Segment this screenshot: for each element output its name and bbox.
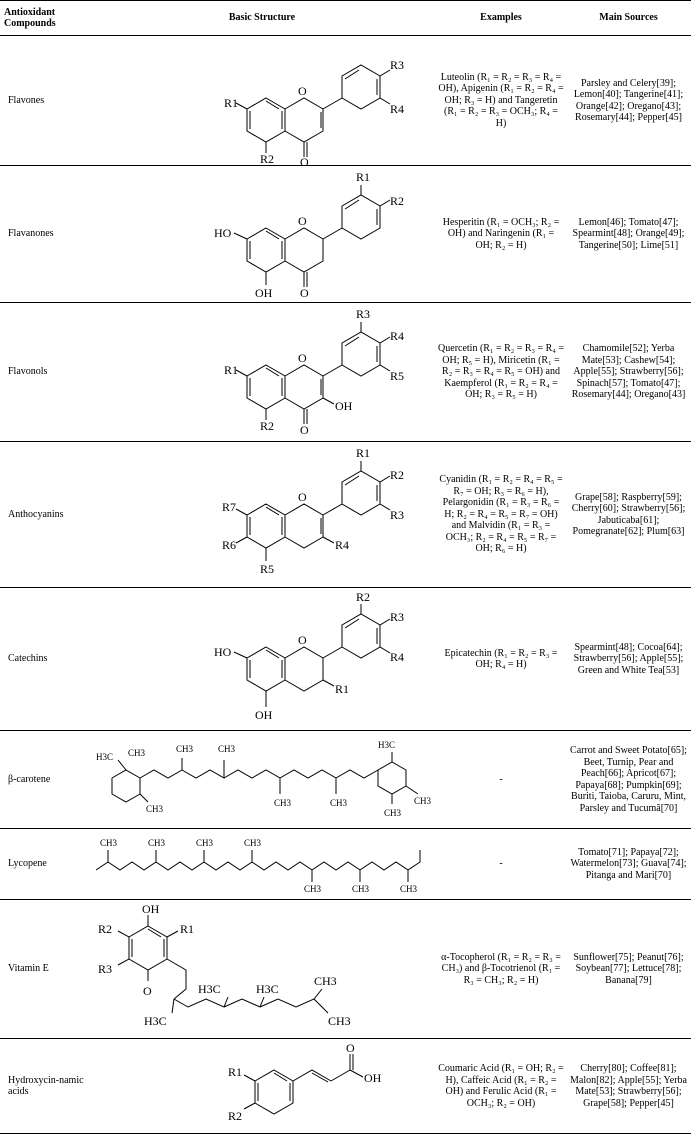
compound-name: Flavonols: [0, 303, 88, 442]
r1-label: R1: [224, 362, 239, 377]
r4-label: R4: [335, 537, 350, 552]
table-row: [0, 166, 691, 303]
flavonol-structure: [88, 304, 436, 441]
r2-label: R2: [228, 1108, 243, 1123]
r7-label: R7: [222, 499, 237, 514]
ch3-label: CH3: [400, 883, 418, 894]
r2-label: R2: [390, 467, 405, 482]
structure-cell: [88, 731, 436, 829]
ch3-label: CH3: [352, 883, 370, 894]
sources-cell: Chamomile[52]; Yerba Mate[53]; Cashew[54]; Apple[55]; Strawberry[56]; Spinach[57]; Tomato[47]; Rosemary[44]; Oregano[43]: [566, 303, 691, 442]
flavone-structure: [88, 37, 436, 165]
ch3-label: CH3: [148, 837, 166, 848]
table-row: [0, 303, 691, 442]
table-row: [0, 900, 691, 1039]
ch3-label: CH3: [330, 797, 348, 808]
h3c-label: H3C: [144, 1013, 167, 1028]
r6-label: R6: [222, 537, 237, 552]
ch3-label: CH3: [328, 1013, 351, 1028]
header-compounds: Antioxidant Compounds: [0, 1, 88, 36]
o-ring-label: O: [143, 983, 152, 998]
table-row: [0, 36, 691, 166]
ch3-label: CH3: [314, 973, 337, 988]
sources-cell: Carrot and Sweet Potato[65]; Beet, Turnip, Pear and Peach[66]; Apricot[67]; Papaya[68]; Pumpkin[69]; Buriti, Taioba, Caruru, Mint, Parsley and Tucumã[70]: [566, 731, 691, 829]
table-row: [0, 442, 691, 588]
ch3-label: CH3: [304, 883, 322, 894]
r3-label: R3: [356, 306, 371, 321]
structure-cell: [88, 442, 436, 588]
h3c-label: H3C: [256, 981, 279, 996]
table-row: [0, 588, 691, 731]
structure-cell: [88, 166, 436, 303]
ch3-label: CH3: [176, 743, 194, 754]
o-keto-label: O: [300, 154, 309, 165]
r3-label: R3: [390, 57, 405, 72]
structure-cell: [88, 303, 436, 442]
ch3-label: CH3: [414, 795, 432, 806]
r4-label: R4: [390, 328, 405, 343]
ch3-label: CH3: [384, 807, 402, 818]
r2-label: R2: [356, 589, 371, 604]
ch3-label: CH3: [218, 743, 236, 754]
oh-label: OH: [255, 707, 273, 722]
r2-label: R2: [390, 193, 405, 208]
compound-name: Catechins: [0, 588, 88, 731]
o-keto-label: O: [300, 422, 309, 437]
compound-name: Vitamin E: [0, 900, 88, 1039]
sources-cell: Cherry[80]; Coffee[81]; Malon[82]; Apple[55]; Yerba Mate[53]; Strawberry[56]; Grape[58]; Pepper[45]: [566, 1039, 691, 1134]
examples-cell: -: [436, 829, 566, 900]
table-row: [0, 731, 691, 829]
r5-label: R5: [260, 561, 275, 576]
lycopene-structure: [88, 830, 436, 899]
sources-cell: Sunflower[75]; Peanut[76]; Soybean[77]; Lettuce[78]; Banana[79]: [566, 900, 691, 1039]
sources-cell: Grape[58]; Raspberry[59]; Cherry[60]; Strawberry[56]; Jabuticaba[61]; Pomegranate[62]; Plum[63]: [566, 442, 691, 588]
o-ring-label: O: [298, 489, 307, 504]
ch3-label: CH3: [196, 837, 214, 848]
r1-label: R1: [224, 95, 239, 110]
structure-cell: [88, 829, 436, 900]
r3-label: R3: [98, 961, 113, 976]
r4-label: R4: [390, 101, 405, 116]
o-keto-label: O: [346, 1040, 355, 1055]
o-ring-label: O: [298, 350, 307, 365]
o-ring-label: O: [298, 632, 307, 647]
r1-label: R1: [228, 1064, 243, 1079]
examples-cell: Coumaric Acid (R₁ = OH; R₂ = H), Caffeic Acid (R₁ = R₂ = OH) and Ferulic Acid (R₁ = OCH₃; R₂ = OH): [436, 1039, 566, 1134]
header-sources: Main Sources: [566, 1, 691, 36]
r4-label: R4: [390, 649, 405, 664]
sources-cell: Tomato[71]; Papaya[72]; Watermelon[73]; Guava[74]; Pitanga and Mari[70]: [566, 829, 691, 900]
r2-label: R2: [260, 151, 275, 165]
ch3-label: CH3: [100, 837, 118, 848]
ch3-label: CH3: [244, 837, 262, 848]
compound-name: Anthocyanins: [0, 442, 88, 588]
examples-cell: Hesperitin (R₁ = OCH₃; R₂ = OH) and Naringenin (R₁ = OH; R₂ = H): [436, 166, 566, 303]
ch3-label: CH3: [274, 797, 292, 808]
oh-label: OH: [255, 285, 273, 300]
oh-label: OH: [142, 901, 160, 916]
o-ring-label: O: [298, 213, 307, 228]
compound-name: Hydroxycin-namic acids: [0, 1039, 88, 1134]
structure-cell: [88, 1039, 436, 1134]
r2-label: R2: [98, 921, 113, 936]
structure-cell: [88, 36, 436, 166]
table-row: [0, 1039, 691, 1134]
sources-cell: Parsley and Celery[39]; Lemon[40]; Tangerine[41]; Orange[42]; Oregano[43]; Rosemary[44]; Pepper[45]: [566, 36, 691, 166]
ho-label: HO: [214, 644, 232, 659]
examples-cell: -: [436, 731, 566, 829]
o-keto-label: O: [300, 285, 309, 300]
examples-cell: α-Tocopherol (R₁ = R₂ = R₃ = CH₃) and β-Tocotrienol (R₁ = R₃ = CH₃; R₂ = H): [436, 900, 566, 1039]
r3-label: R3: [390, 507, 405, 522]
r2-label: R2: [260, 418, 275, 433]
r1-label: R1: [356, 169, 371, 184]
structure-cell: [88, 900, 436, 1039]
examples-cell: Epicatechin (R₁ = R₂ = R₃ = OH; R₄ = H): [436, 588, 566, 731]
h3c-label: H3C: [378, 739, 396, 750]
r3-label: R3: [390, 609, 405, 624]
h3c-label: H3C: [96, 751, 114, 762]
examples-cell: Luteolin (R₁ = R₂ = R₃ = R₄ = OH), Apigenin (R₁ = R₂ = R₄ = OH; R₃ = H) and Tangeretin (R₁ = R₂ = R₃ = OCH₃; R₄ = H): [436, 36, 566, 166]
compound-name: Flavanones: [0, 166, 88, 303]
r5-label: R5: [390, 368, 405, 383]
compound-name: Lycopene: [0, 829, 88, 900]
compound-name: Flavones: [0, 36, 88, 166]
flavanone-structure: [88, 167, 436, 302]
hydroxycinnamic-structure: [88, 1040, 436, 1133]
header-row: [0, 1, 691, 36]
header-examples: Examples: [436, 1, 566, 36]
table-row: [0, 829, 691, 900]
examples-cell: Quercetin (R₁ = R₂ = R₃ = R₄ = OH; R₅ = H), Miricetin (R₁ = R₂ = R₃ = R₄ = R₅ = OH) and Kaempferol (R₁ = R₂ = R₄ = OH; R₃ = R₅ = H): [436, 303, 566, 442]
header-structure: Basic Structure: [88, 1, 436, 36]
r1-label: R1: [180, 921, 195, 936]
structure-cell: [88, 588, 436, 731]
compound-name: β-carotene: [0, 731, 88, 829]
catechin-structure: [88, 589, 436, 730]
oh-label: OH: [364, 1070, 382, 1085]
vitamin-e-structure: [88, 901, 436, 1038]
anthocyanin-structure: [88, 443, 436, 587]
sources-cell: Spearmint[48]; Cocoa[64]; Strawberry[56]; Apple[55]; Green and White Tea[53]: [566, 588, 691, 731]
r1-label: R1: [356, 445, 371, 460]
sources-cell: Lemon[46]; Tomato[47]; Spearmint[48]; Orange[49]; Tangerine[50]; Lime[51]: [566, 166, 691, 303]
ho-label: HO: [214, 225, 232, 240]
ch3-label: CH3: [146, 803, 164, 814]
r1-label: R1: [335, 681, 350, 696]
beta-carotene-structure: [88, 732, 436, 828]
oh-label: OH: [335, 398, 353, 413]
h3c-label: H3C: [198, 981, 221, 996]
ch3-label: CH3: [128, 747, 146, 758]
o-ring-label: O: [298, 83, 307, 98]
examples-cell: Cyanidin (R₁ = R₂ = R₄ = R₅ = R₇ = OH; R₃ = R₆ = H), Pelargonidin (R₁ = R₃ = R₆ = H; R₂ = R₄ = R₅ = R₇ = OH) and Malvidin (R₁ = R₃ = OCH₃; R₂ = R₄ = R₅ = R₇ = OH; R₆ = H): [436, 442, 566, 588]
